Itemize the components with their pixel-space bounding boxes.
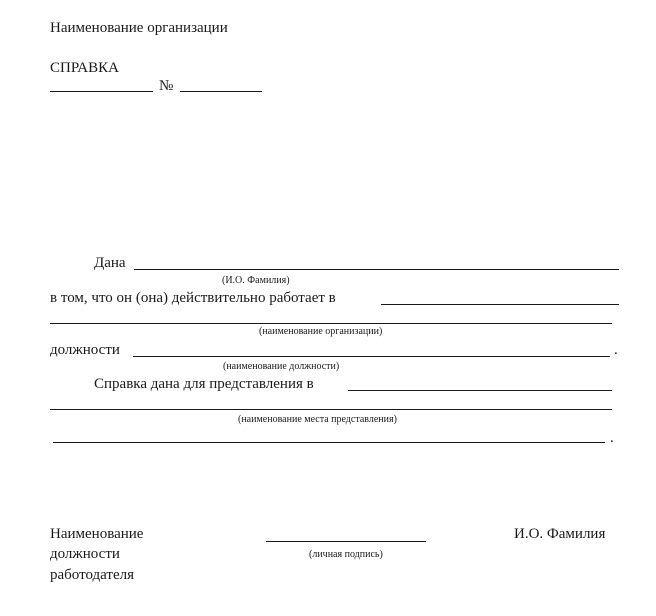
employer-title-line-3: работодателя — [50, 567, 135, 583]
place-blank-line-2 — [50, 409, 612, 410]
document-title: СПРАВКА — [50, 60, 119, 76]
place-blank-line-3 — [53, 442, 605, 443]
employer-title-line-2: должности — [50, 546, 120, 562]
name-caption: (И.О. Фамилия) — [222, 275, 290, 286]
position-caption: (наименование должности) — [223, 361, 340, 372]
name-blank-line — [134, 269, 619, 270]
signature-caption: (личная подпись) — [309, 549, 383, 560]
signer-name: И.О. Фамилия — [514, 526, 606, 542]
organization-blank-line-2 — [50, 323, 612, 324]
works-text: в том, что он (она) действительно работает в — [50, 290, 336, 306]
signature-blank-line — [266, 541, 426, 542]
number-sign: № — [159, 78, 174, 94]
number-blank-line — [180, 91, 262, 92]
organization-name: Наименование организации — [50, 20, 228, 36]
given-label: Дана — [94, 255, 126, 271]
place-end-period: . — [610, 430, 614, 446]
date-blank-line — [50, 91, 153, 92]
position-end-period: . — [614, 342, 618, 358]
issued-text: Справка дана для представления в — [94, 376, 314, 392]
organization-blank-line-1 — [381, 304, 619, 305]
employer-title-line-1: Наименование — [50, 526, 144, 542]
place-caption: (наименование места представления) — [238, 414, 397, 425]
place-blank-line-1 — [348, 390, 612, 391]
organization-caption: (наименование организации) — [259, 326, 383, 337]
position-label: должности — [50, 342, 120, 358]
position-blank-line — [133, 356, 610, 357]
